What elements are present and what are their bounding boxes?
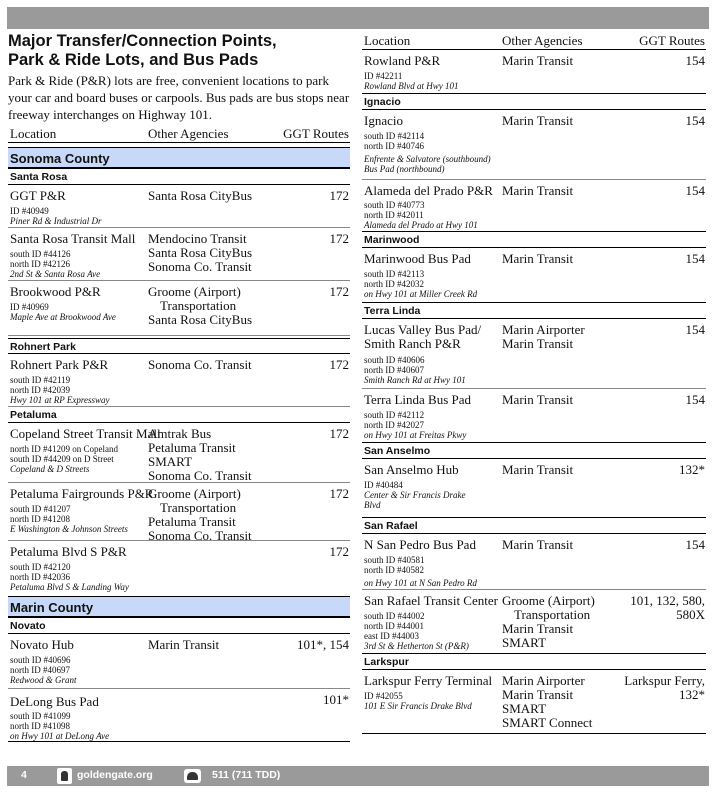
stop-id: south ID #44002 [364,611,425,621]
location-name: Larkspur Ferry Terminal [364,673,493,688]
stop-id: ID #40484 [364,480,403,490]
entry-copeland-street-transit-mall [8,423,350,483]
header-location: Location [364,33,411,48]
address: E Washington & Johnson Streets [10,524,128,534]
header-agencies: Other Agencies [502,33,583,48]
agencies: Groome (Airport) Transportation Santa Rosa CityBus [148,284,253,327]
routes: 154 [685,183,705,198]
header-agencies: Other Agencies [148,126,229,141]
left-column [8,32,350,742]
header-location: Location [10,126,57,141]
entry-petaluma-fairgrounds-pr [8,483,350,541]
top-bar [7,7,709,29]
routes: 172 [329,284,349,299]
address: Blvd [364,500,381,510]
routes: 172 [329,486,349,501]
stop-id: ID #40949 [10,206,49,216]
location-name: Copeland Street Transit Mall [10,426,161,441]
stop-id: north ID #40746 [364,141,424,151]
agencies: Marin Transit [502,53,574,68]
stop-id: north ID #42036 [10,572,70,582]
stop-id: ID #40969 [10,302,49,312]
footer-bar [7,766,709,786]
stop-id: south ID #41207 [10,504,71,514]
address: Maple Ave at Brookwood Ave [10,312,116,322]
agencies: Santa Rosa CityBus [148,188,253,203]
stop-id: east ID #44003 [364,631,419,641]
column-headers [8,125,350,143]
stop-id: north ID #42011 [364,210,424,220]
entry-ggt-pr [8,185,350,228]
column-headers [362,32,706,50]
location-name: GGT P&R [10,188,66,203]
location-name: Alameda del Prado P&R [364,183,493,198]
routes: 132* [679,462,705,477]
website-link[interactable]: goldengate.org [77,769,153,781]
agencies: Groome (Airport) Transportation Petaluma Transit Sonoma Co. Transit [148,486,252,543]
right-column [362,32,706,734]
header-routes: GGT Routes [283,126,349,141]
intro-text: Park & Ride (P&R) lots are free, convenient locations to park your car and board buses or carpools. Bus pads are bus stops near freeway interchanges on Highway 101. [8,73,350,122]
entry-rowland-pr [362,50,706,94]
stop-id: south ID #42120 [10,562,71,572]
stop-id: north ID #42027 [364,420,424,430]
agencies: Marin Transit [502,113,574,128]
entry-san-rafael-transit-center [362,590,706,654]
stop-id: north ID #42126 [10,259,70,269]
address: 3rd St & Hetherton St (P&R) [364,641,469,651]
stop-id: south ID #40773 [364,200,425,210]
entry-lucas-valley-bus-pad [362,319,706,389]
stop-id: ID #42211 [364,71,403,81]
stop-id: north ID #40582 [364,565,424,575]
phone-number: 511 (711 TDD) [212,769,281,781]
stop-id: north ID #41098 [10,721,70,731]
location-name: Ignacio [364,113,403,128]
stop-id: south ID #42114 [364,131,425,141]
entry-delong-bus-pad [8,689,350,742]
stop-id: ID #42055 [364,691,403,701]
stop-id: south ID #40581 [364,555,425,565]
stop-id: south ID #42113 [364,269,425,279]
agencies: Mendocino Transit Santa Rosa CityBus Sonoma Co. Transit [148,231,253,274]
entry-petaluma-blvd-s-pr [8,541,350,596]
address: Enfrente & Salvatore (southbound) [364,154,491,164]
routes: 101, 132, 580, 580X [630,593,705,622]
entry-alameda-del-prado-pr [362,180,706,232]
agencies: Marin Transit [148,637,220,652]
stop-id: north ID #40697 [10,665,70,675]
routes: 154 [685,537,705,552]
entry-novato-hub [8,634,350,689]
entry-n-san-pedro-bus-pad [362,534,706,590]
city-heading-marinwood: Marinwood [362,232,706,248]
city-heading-terra-linda: Terra Linda [362,303,706,319]
location-name: Novato Hub [10,637,74,652]
city-heading-rohnert-park: Rohnert Park [8,338,350,354]
county-heading-marin: Marin County [8,596,350,618]
routes: 154 [685,53,705,68]
routes: 172 [329,231,349,246]
agencies: Marin Transit [502,251,574,266]
routes: 101*, 154 [297,637,349,652]
location-name: Lucas Valley Bus Pad/ Smith Ranch P&R [364,322,482,351]
stop-id: north ID #42039 [10,385,70,395]
routes: 172 [329,426,349,441]
entry-marinwood-bus-pad [362,248,706,303]
location-name: San Anselmo Hub [364,462,459,477]
entry-santa-rosa-transit-mall [8,228,350,281]
city-heading-petaluma: Petaluma [8,407,350,423]
location-name: Rohnert Park P&R [10,357,109,372]
stop-id: south ID #42112 [364,410,425,420]
address: Smith Ranch Rd at Hwy 101 [364,375,466,385]
address: on Hwy 101 at Miller Creek Rd [364,289,478,299]
routes: 154 [685,113,705,128]
routes: 154 [685,322,705,337]
entry-brookwood-pr [8,281,350,336]
address: 101 E Sir Francis Drake Blvd [364,701,472,711]
entry-larkspur-ferry-terminal [362,670,706,734]
address: Piner Rd & Industrial Dr [10,216,102,226]
routes: 172 [329,544,349,559]
location-name: Rowland P&R [364,53,441,68]
hand-pointer-icon [57,768,72,784]
routes: Larkspur Ferry, 132* [624,673,705,702]
page-title: Major Transfer/Connection Points, Park & Ride Lots, and Bus Pads [8,32,277,69]
location-name: San Rafael Transit Center [364,593,498,608]
page-number: 4 [21,769,27,781]
stop-id: south ID #42119 [10,375,71,385]
agencies: Groome (Airport) Transportation Marin Transit SMART [502,593,595,650]
stop-id: south ID #44209 on D Street [10,454,114,464]
address: Copeland & D Streets [10,464,90,474]
address: on Hwy 101 at DeLong Ave [10,731,110,741]
routes: 172 [329,357,349,372]
address: Hwy 101 at RP Expressway [10,395,110,405]
city-heading-ignacio: Ignacio [362,94,706,110]
routes: 154 [685,251,705,266]
stop-id: north ID #42032 [364,279,424,289]
stop-id: north ID #44001 [364,621,424,631]
stop-id: south ID #40606 [364,355,425,365]
address: Petaluma Blvd S & Landing Way [10,582,129,592]
agencies: Marin Transit [502,392,574,407]
location-name: DeLong Bus Pad [10,694,99,709]
county-heading-sonoma: Sonoma County [8,147,350,169]
address: Alameda del Prado at Hwy 101 [364,220,478,230]
routes: 172 [329,188,349,203]
location-name: Terra Linda Bus Pad [364,392,472,407]
routes: 154 [685,392,705,407]
location-name: Santa Rosa Transit Mall [10,231,136,246]
routes: 101* [323,692,349,707]
stop-id: north ID #41208 [10,514,70,524]
location-name: Petaluma Blvd S P&R [10,544,127,559]
phone-icon [184,769,201,783]
entry-terra-linda-bus-pad [362,389,706,443]
location-name: Marinwood Bus Pad [364,251,471,266]
stop-id: south ID #40696 [10,655,71,665]
entry-ignacio [362,110,706,180]
agencies: Marin Transit [502,537,574,552]
stop-id: south ID #41099 [10,711,71,721]
address: Redwood & Grant [10,675,77,685]
address: 2nd St & Santa Rosa Ave [10,269,101,279]
entry-rohnert-park-pr [8,354,350,407]
agencies: Marin Transit [502,183,574,198]
address: on Hwy 101 at N San Pedro Rd [364,578,477,588]
stop-id: south ID #44126 [10,249,71,259]
city-heading-san-rafael: San Rafael [362,518,706,534]
city-heading-san-anselmo: San Anselmo [362,443,706,459]
location-name: N San Pedro Bus Pad [364,537,476,552]
stop-id: north ID #41209 on Copeland [10,444,118,454]
entry-san-anselmo-hub [362,459,706,518]
agencies: Amtrak Bus Petaluma Transit SMART Sonoma Co. Transit [148,426,252,483]
address: Rowland Blvd at Hwy 101 [364,81,459,91]
stop-id: north ID #40607 [364,365,424,375]
address: Bus Pad (northbound) [364,164,445,174]
city-heading-novato: Novato [8,618,350,634]
location-name: Petaluma Fairgrounds P&R [10,486,154,501]
agencies: Marin Airporter Marin Transit SMART SMART Connect [502,673,593,730]
city-heading-santa-rosa: Santa Rosa [8,169,350,185]
agencies: Sonoma Co. Transit [148,357,252,372]
city-heading-larkspur: Larkspur [362,654,706,670]
address: on Hwy 101 at Freitas Pkwy [364,430,467,440]
agencies: Marin Airporter Marin Transit [502,322,585,351]
agencies: Marin Transit [502,462,574,477]
address: Center & Sir Francis Drake [364,490,466,500]
header-routes: GGT Routes [639,33,705,48]
location-name: Brookwood P&R [10,284,101,299]
